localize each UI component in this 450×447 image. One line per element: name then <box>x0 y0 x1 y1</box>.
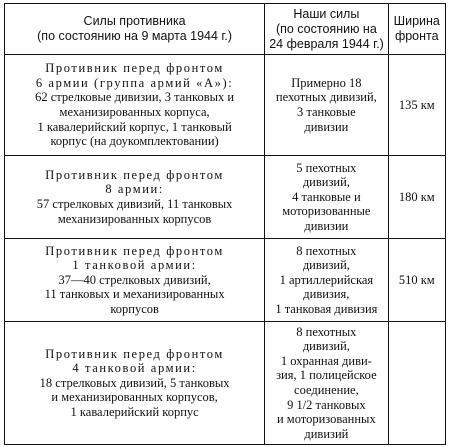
enemy-forces-cell <box>5 55 265 156</box>
enemy-forces-line: 37—40 стрелковых дивизий, <box>58 272 211 287</box>
enemy-forces-line: 18 стрелковых дивизий, 5 танковых <box>39 375 230 390</box>
table-row <box>5 239 446 322</box>
enemy-forces-line: Противник перед фронтом <box>45 243 224 258</box>
our-forces-line: дивизий, <box>302 339 350 354</box>
our-forces-line: 8 пехотных <box>296 324 357 339</box>
enemy-forces-line: 57 стрелковых дивизий, 11 танковых <box>36 197 233 211</box>
enemy-forces-line: Противник перед фронтом <box>45 61 224 76</box>
our-forces-line: соединение, <box>294 383 359 397</box>
enemy-forces-line: 62 стрелковые дивизии, 3 танковых и <box>35 90 235 105</box>
our-forces-cell <box>265 322 388 445</box>
enemy-forces-cell <box>5 322 265 445</box>
table-row <box>5 322 446 445</box>
enemy-forces-cell <box>5 239 265 322</box>
table-row <box>5 156 446 239</box>
our-forces-line: дивизия, <box>303 287 350 302</box>
our-forces-line: и моторизованных <box>276 412 376 427</box>
enemy-forces-line: Противник перед фронтом <box>45 346 224 361</box>
our-forces-line: дивизии <box>304 218 349 233</box>
header-front-width <box>388 4 445 55</box>
enemy-forces-line: 6 армии (группа армий «А»): <box>35 75 234 90</box>
our-forces-line: пехотных дивизий, <box>275 90 377 105</box>
our-forces-line: 5 пехотных <box>296 160 357 175</box>
enemy-forces-line: механизированных корпусов <box>57 211 212 226</box>
our-forces-line: зия, 1 полицейское <box>276 368 377 383</box>
header-our-forces-date-1: (по состоянию на <box>275 21 377 36</box>
enemy-forces-line: 11 танковых и механизированных <box>44 287 225 302</box>
header-our-forces <box>265 4 388 55</box>
our-forces-line: 3 танковые <box>296 105 356 119</box>
our-forces-cell <box>265 239 388 322</box>
our-forces-line: моторизованные <box>282 204 371 219</box>
our-forces-line: дивизий <box>304 426 349 441</box>
our-forces-cell <box>265 55 388 156</box>
enemy-forces-line: 1 кавалерийский корпус, 1 танковый <box>37 119 232 134</box>
our-forces-line: 8 пехотных <box>296 243 357 258</box>
header-enemy-forces <box>5 4 265 55</box>
table-row <box>5 55 446 156</box>
header-enemy-forces-title: Силы противника <box>83 14 186 28</box>
our-forces-line: дивизий, <box>302 175 350 190</box>
enemy-forces-line: 1 танковой армии: <box>72 258 197 273</box>
front-width-cell: 135 км <box>388 55 445 156</box>
enemy-forces-line: 1 кавалерийский корпус <box>70 404 199 419</box>
our-forces-line: 1 охранная диви- <box>280 353 372 368</box>
enemy-forces-line: корпусов <box>110 301 159 316</box>
header-front-width-line-1: Ширина <box>393 14 440 28</box>
front-width-cell <box>388 322 445 445</box>
table-body <box>5 55 446 445</box>
our-forces-line: 9 1/2 танковых <box>287 397 366 412</box>
header-our-forces-date-2: 24 февраля 1944 г.) <box>269 36 384 51</box>
header-enemy-forces-date: (по состоянию на 9 марта 1944 г.) <box>37 29 233 43</box>
our-forces-line: 4 танковые и <box>292 189 361 204</box>
enemy-forces-line: 8 армии: <box>105 182 164 197</box>
header-front-width-line-2: фронта <box>394 29 439 43</box>
our-forces-cell <box>265 156 388 239</box>
our-forces-line: 1 артиллерийская <box>279 272 374 287</box>
our-forces-line: Примерно 18 <box>291 75 362 90</box>
front-width-cell: 180 км <box>388 156 445 239</box>
table-header-row <box>5 4 446 55</box>
enemy-forces-line: и механизированных корпусов, <box>51 390 218 405</box>
our-forces-line: 1 танковая дивизия <box>275 301 378 316</box>
forces-comparison-table <box>4 3 446 445</box>
front-width-cell: 510 км <box>388 239 445 322</box>
enemy-forces-line: механизированных корпуса, <box>59 105 210 119</box>
our-forces-line: дивизии <box>304 119 349 134</box>
enemy-forces-line: Противник перед фронтом <box>45 167 224 182</box>
our-forces-line: дивизий, <box>302 258 350 273</box>
enemy-forces-line: 4 танковой армии: <box>72 361 197 376</box>
enemy-forces-line: корпус (на доукомплектовании) <box>50 134 219 149</box>
enemy-forces-cell <box>5 156 265 239</box>
header-our-forces-title: Наши силы <box>293 6 360 21</box>
